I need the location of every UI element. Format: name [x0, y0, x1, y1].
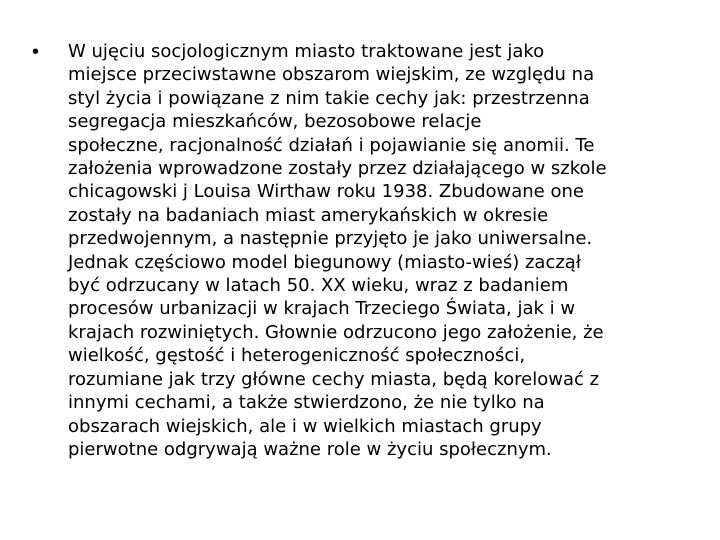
paragraph-line: wielkość, gęstość i heterogeniczność społeczności, — [68, 345, 526, 367]
paragraph-line: chicagowski j Louisa Wirthaw roku 1938. Zbudowane one — [68, 181, 584, 203]
paragraph-line: styl życia i powiązane z nim takie cechy jak: przestrzenna — [68, 87, 590, 109]
paragraph-line: procesów urbanizacji w krajach Trzeciego Świata, jak i w — [68, 298, 576, 320]
paragraph-line: przedwojennym, a następnie przyjęto je jako uniwersalne. — [68, 228, 593, 250]
paragraph-line: być odrzucany w latach 50. XX wieku, wraz z badaniem — [68, 275, 569, 297]
bullet-list — [32, 40, 682, 461]
body-paragraph — [68, 40, 682, 461]
paragraph-line: W ujęciu socjologicznym miasto traktowane jest jako — [68, 41, 545, 62]
paragraph-line: miejsce przeciwstawne obszarom wiejskim, ze względu na — [68, 64, 595, 86]
paragraph-line: obszarach wiejskich, ale i w wielkich miastach grupy — [68, 415, 542, 437]
paragraph-line: pierwotne odgrywają ważne role w życiu społecznym. — [68, 438, 552, 460]
paragraph-line: założenia wprowadzone zostały przez działającego w szkole — [68, 158, 607, 180]
paragraph-line: Jednak częściowo model biegunowy (miasto-wieś) zaczął — [68, 251, 581, 273]
paragraph-line: segregacja mieszkańców, bezosobowe relacje — [68, 111, 482, 133]
bullet-point: • — [32, 41, 40, 63]
paragraph-line: innymi cechami, a także stwierdzono, że nie tylko na — [68, 392, 545, 414]
paragraph-line: rozumiane jak trzy główne cechy miasta, będą korelować z — [68, 368, 600, 390]
paragraph-line: społeczne, racjonalność działań i pojawianie się anomii. Te — [68, 134, 595, 156]
paragraph-line: zostały na badaniach miast amerykańskich w okresie — [68, 204, 549, 226]
paragraph-line: krajach rozwiniętych. Głownie odrzucono jego założenie, że — [68, 321, 604, 343]
bullet-item — [32, 40, 682, 461]
